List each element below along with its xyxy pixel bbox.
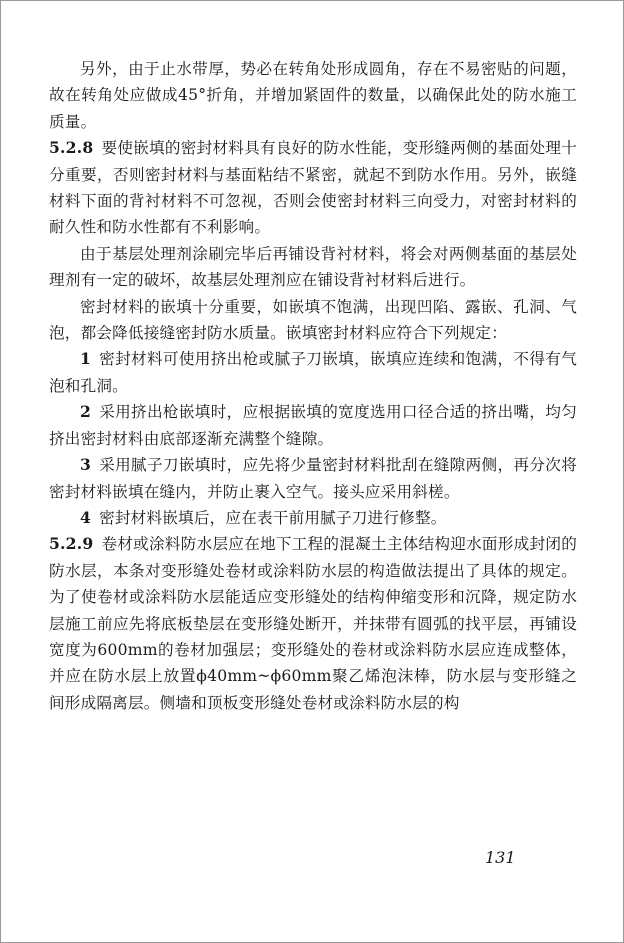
list-item-number: 2: [80, 402, 92, 422]
paragraph-corner-angle: [49, 56, 577, 135]
section-number: 5.2.8: [49, 138, 94, 158]
paragraph-text: 密封材料的嵌填十分重要，如嵌填不饱满，出现凹陷、露嵌、孔洞、气泡，都会降低接缝密封防水质量。嵌填密封材料应符合下列规定：: [49, 297, 577, 343]
paragraph-sealant-filling: [49, 294, 577, 347]
paragraph-text: 由于基层处理剂涂刷完毕后再铺设背衬材料，将会对两侧基面的基层处理剂有一定的破坏，故基层处理剂应在铺设背衬材料后进行。: [49, 244, 577, 290]
paragraph-primer-order: [49, 241, 577, 294]
section-5-2-8: [49, 135, 577, 241]
paragraph-text: 要使嵌填的密封材料具有良好的防水性能，变形缝两侧的基面处理十分重要，否则密封材料与基面粘结不紧密，就起不到防水作用。另外，嵌缝材料下面的背衬材料不可忽视，否则会使密封材料三向受力，对密封材料的耐久性和防水性都有不利影响。: [49, 139, 577, 237]
page-number: 131: [485, 848, 516, 867]
list-item-text: 采用腻子刀嵌填时，应先将少量密封材料批刮在缝隙两侧，再分次将密封材料嵌填在缝内，并防止裹入空气。接头应采用斜槎。: [49, 456, 577, 501]
list-item-1: [49, 346, 577, 399]
paragraph-text: 卷材或涂料防水层应在地下工程的混凝土主体结构迎水面形成封闭的防水层，本条对变形缝处卷材或涂料防水层的构造做法提出了具体的规定。为了使卷材或涂料防水层能适应变形缝处的结构伸缩变形和沉降，规定防水层施工前应先将底板垫层在变形缝处断开，并抹带有圆弧的找平层，再铺设宽度为600mm的卷材加强层；变形缝处的卷材或涂料防水层应连成整体，并应在防水层上放置ϕ40mm~ϕ60mm聚乙烯泡沫棒，防水层与变形缝之间形成隔离层。侧墙和顶板变形缝处卷材或涂料防水层的构: [49, 535, 577, 712]
list-item-text: 采用挤出枪嵌填时，应根据嵌填的宽度选用口径合适的挤出嘴，均匀挤出密封材料由底部逐渐充满整个缝隙。: [49, 403, 577, 448]
list-item-text: 密封材料嵌填后，应在表干前用腻子刀进行修整。: [99, 508, 447, 527]
page-body: [49, 56, 577, 716]
section-5-2-9: [49, 531, 577, 716]
list-item-number: 1: [80, 349, 92, 369]
list-item-4: [49, 505, 577, 531]
section-number: 5.2.9: [49, 534, 94, 554]
paragraph-text: 另外，由于止水带厚，势必在转角处形成圆角，存在不易密贴的问题，故在转角处应做成45°折角，并增加紧固件的数量，以确保此处的防水施工质量。: [49, 60, 577, 131]
list-item-text: 密封材料可使用挤出枪或腻子刀嵌填，嵌填应连续和饱满，不得有气泡和孔洞。: [49, 350, 577, 395]
list-item-3: [49, 452, 577, 505]
list-item-number: 3: [80, 455, 92, 475]
list-item-number: 4: [80, 507, 92, 527]
list-item-2: [49, 399, 577, 452]
